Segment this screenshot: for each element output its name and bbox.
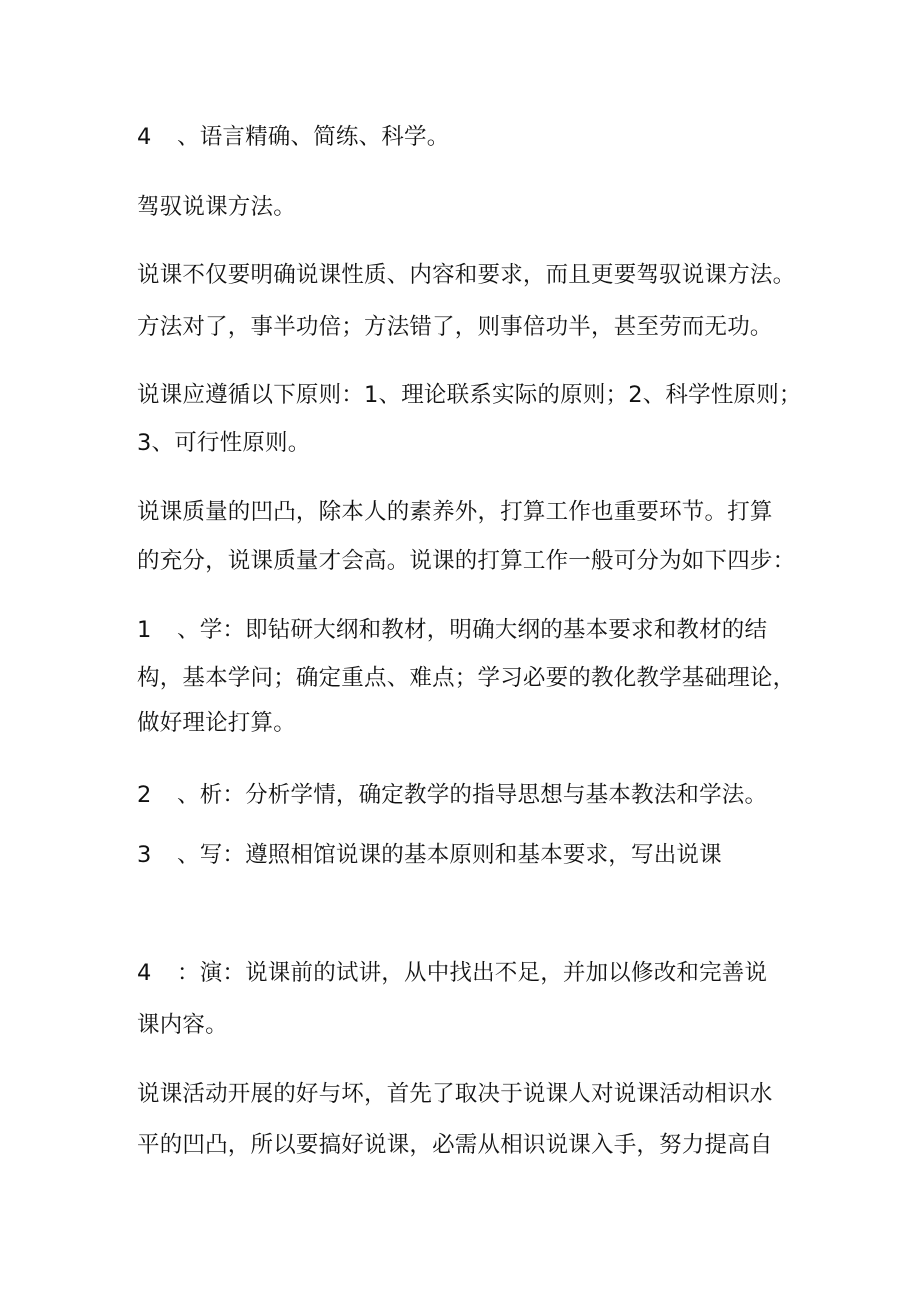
line-text: 、语言精确、简练、科学。 — [177, 124, 450, 150]
paragraph-line — [137, 1010, 228, 1040]
paragraph-line — [137, 708, 296, 738]
paragraph-line — [137, 1079, 773, 1109]
paragraph-line — [137, 497, 773, 527]
line-text: 构，基本学问；确定重点、难点；学习必要的教化教学基础理论， — [137, 665, 796, 691]
paragraph-line — [137, 840, 722, 870]
line-text: 说课不仅要明确说课性质、内容和要求，而且更要驾驭说课方法。 — [137, 262, 796, 288]
paragraph-line — [137, 312, 773, 342]
paragraph-line — [137, 1130, 773, 1160]
paragraph-line — [137, 780, 767, 810]
line-text: 、学：即钻研大纲和教材，明确大纲的基本要求和教材的结 — [177, 617, 768, 643]
line-text: 课内容。 — [137, 1012, 228, 1038]
item-number: 4 — [137, 124, 152, 150]
paragraph-line — [137, 546, 795, 576]
line-text: 方法对了，事半功倍；方法错了，则事倍功半，甚至劳而无功。 — [137, 314, 773, 340]
line-text: 说课应遵循以下原则：1、理论联系实际的原则；2、科学性原则； — [137, 382, 802, 408]
paragraph-line — [137, 615, 767, 645]
paragraph-line — [137, 192, 296, 222]
item-number: 4 — [137, 960, 152, 986]
line-text: 、写：遵照相馆说课的基本原则和基本要求，写出说课 — [177, 842, 722, 868]
line-text: 、析：分析学情，确定教学的指导思想与基本教法和学法。 — [177, 782, 768, 808]
line-text: 做好理论打算。 — [137, 710, 296, 736]
line-text: 说课活动开展的好与坏，首先了取决于说课人对说课活动相识水 — [137, 1081, 773, 1107]
item-number: 3 — [137, 842, 152, 868]
line-text: 平的凹凸，所以要搞好说课，必需从相识说课入手，努力提高自 — [137, 1132, 773, 1158]
paragraph-line — [137, 958, 767, 988]
paragraph-line — [137, 663, 795, 693]
paragraph-line — [137, 122, 449, 152]
paragraph-line — [137, 260, 795, 290]
line-text: 的充分，说课质量才会高。说课的打算工作一般可分为如下四步： — [137, 548, 796, 574]
paragraph-line — [137, 380, 802, 410]
line-text: ：演：说课前的试讲，从中找出不足，并加以修改和完善说 — [177, 960, 768, 986]
line-text: 3、可行性原则。 — [137, 430, 311, 456]
line-text: 说课质量的凹凸，除本人的素养外，打算工作也重要环节。打算 — [137, 499, 773, 525]
line-text: 驾驭说课方法。 — [137, 194, 296, 220]
item-number: 2 — [137, 782, 152, 808]
item-number: 1 — [137, 617, 152, 643]
paragraph-line — [137, 428, 310, 458]
